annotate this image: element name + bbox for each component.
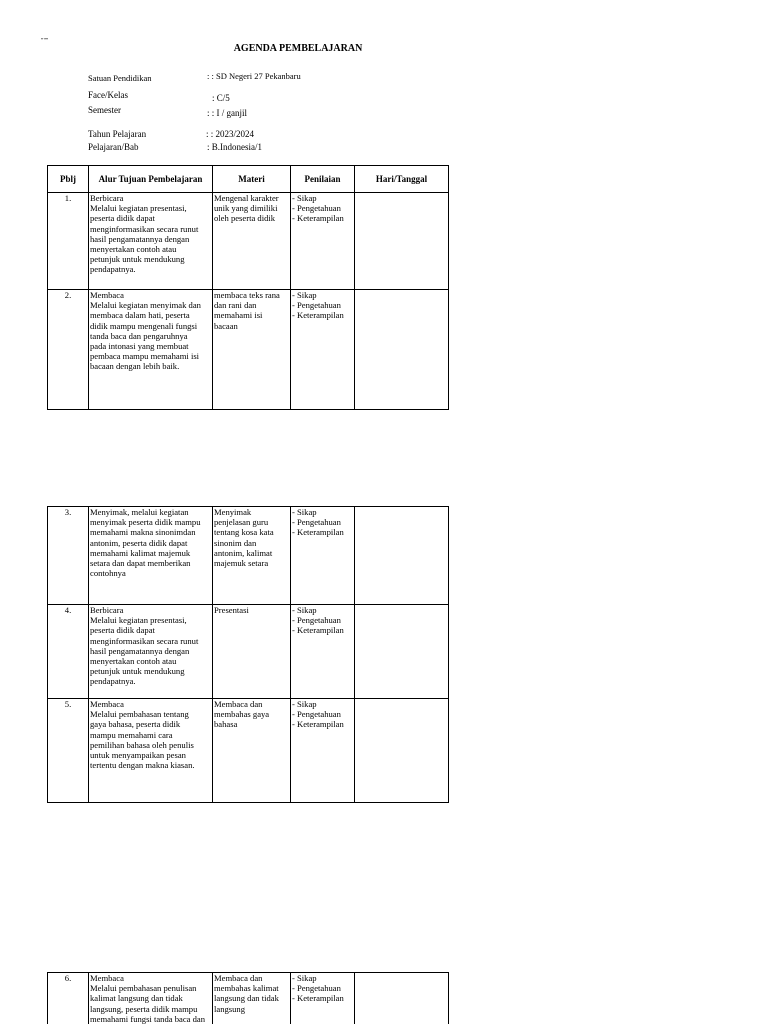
materi-line: Membaca dan (214, 699, 263, 709)
alur-line: Berbicara (90, 193, 124, 203)
alur-line: pembaca mampu memahami isi (90, 351, 200, 362)
alur-cell (89, 290, 213, 410)
meta-value-kelas: : C/5 (212, 93, 230, 103)
table-row (48, 290, 449, 410)
materi-line: penjelasan guru (214, 517, 269, 528)
header-pblj: Pblj (48, 166, 89, 193)
alur-line: memahami makna sinonimdan (90, 527, 196, 538)
meta-label-satuan: Satuan Pendidikan (88, 73, 152, 83)
alur-line: Menyimak, melalui kegiatan (90, 507, 189, 517)
penilaian-line: - Pengetahuan (292, 615, 341, 626)
materi-cell (213, 507, 291, 605)
alur-line: untuk menyampaikan pesan (90, 750, 186, 761)
alur-line: pada intonasi yang membuat (90, 341, 189, 352)
tanggal-cell (355, 605, 449, 699)
penilaian-line: - Pengetahuan (292, 203, 341, 214)
materi-line: tentang kosa kata (214, 527, 274, 538)
corner-mark: """ (41, 38, 49, 44)
alur-line: kalimat langsung dan tidak (90, 993, 183, 1004)
row-number: 5. (48, 699, 89, 803)
materi-line: bacaan (214, 320, 238, 331)
meta-value-semester: : : I / ganjil (207, 108, 247, 118)
alur-line: gaya bahasa, peserta didik (90, 719, 181, 730)
penilaian-line: - Keterampilan (292, 310, 344, 321)
materi-line: langsung (214, 1003, 246, 1014)
penilaian-cell (291, 699, 355, 803)
penilaian-line: - Sikap (292, 699, 317, 709)
alur-line: Membaca (90, 973, 124, 983)
alur-line: mampu memahami cara (90, 729, 173, 740)
tanggal-cell (355, 193, 449, 290)
materi-line: Membaca dan (214, 973, 263, 983)
penilaian-line: - Sikap (292, 193, 317, 203)
materi-line: sinonim dan (214, 537, 257, 548)
penilaian-cell (291, 290, 355, 410)
meta-label-tahun: Tahun Pelajaran (88, 129, 147, 139)
header-penilaian: Penilaian (291, 166, 355, 193)
alur-line: peserta didik dapat (90, 213, 155, 224)
alur-line: hasil pengamatannya dengan (90, 645, 190, 656)
materi-line: dan rani dan (214, 300, 257, 311)
row-number: 2. (48, 290, 89, 410)
materi-cell (213, 973, 291, 1024)
penilaian-line: - Keterampilan (292, 993, 344, 1004)
meta-label-pelajaran: Pelajaran/Bab (88, 142, 139, 152)
penilaian-line: - Pengetahuan (292, 983, 341, 994)
penilaian-line: - Keterampilan (292, 213, 344, 224)
alur-line: memahami kalimat majemuk (90, 547, 191, 558)
page-3-fragment (0, 968, 768, 1024)
alur-line: Melalui kegiatan menyimak dan (90, 300, 201, 311)
alur-line: tertentu dengan makna kiasan. (90, 760, 195, 771)
tanggal-cell (355, 973, 449, 1024)
agenda-table-page-1 (47, 165, 449, 410)
meta-label-semester: Semester (88, 105, 121, 115)
penilaian-line: - Pengetahuan (292, 709, 341, 720)
table-row (48, 699, 449, 803)
alur-line: menginformasikan secara runut (90, 635, 199, 646)
meta-value-tahun: : : 2023/2024 (206, 129, 255, 139)
penilaian-line: - Sikap (292, 290, 317, 300)
agenda-table-page-2 (47, 506, 449, 803)
materi-line: langsung dan tidak (214, 993, 279, 1004)
alur-line: Membaca (90, 699, 124, 709)
materi-line: oleh peserta didik (214, 213, 276, 224)
alur-line: setara dan dapat memberikan (90, 558, 191, 569)
meta-label-kelas: Face/Kelas (88, 90, 128, 100)
alur-line: memahami fungsi tanda baca dan (90, 1013, 206, 1024)
alur-line: antonim, peserta didik dapat (90, 537, 188, 548)
penilaian-line: - Keterampilan (292, 719, 344, 730)
table-row (48, 193, 449, 290)
header-alur: Alur Tujuan Pembelajaran (89, 166, 213, 193)
header-materi: Materi (213, 166, 291, 193)
alur-cell (89, 973, 213, 1024)
materi-line: bahasa (214, 719, 238, 730)
table-row (48, 605, 449, 699)
meta-value-satuan: : : SD Negeri 27 Pekanbaru (207, 71, 301, 81)
alur-line: Berbicara (90, 605, 124, 615)
table-header-row (48, 166, 449, 193)
alur-line: tanda baca dan pengaruhnya (90, 330, 188, 341)
penilaian-cell (291, 507, 355, 605)
materi-line: membaca teks rana (214, 290, 280, 300)
alur-line: contohnya (90, 568, 126, 579)
alur-cell (89, 193, 213, 290)
alur-line: Melalui pembahasan penulisan (90, 983, 197, 994)
alur-line: petunjuk untuk mendukung (90, 254, 185, 265)
materi-line: Mengenal karakter (214, 193, 279, 203)
alur-line: Melalui pembahasan tentang (90, 709, 189, 720)
alur-line: hasil pengamatannya dengan (90, 233, 190, 244)
agenda-table-page-3 (47, 972, 449, 1024)
row-number: 1. (48, 193, 89, 290)
alur-line: didik mampu mengenali fungsi (90, 320, 198, 331)
alur-line: pemilihan bahasa oleh penulis (90, 739, 194, 750)
materi-cell (213, 699, 291, 803)
penilaian-cell (291, 973, 355, 1024)
row-number: 6. (48, 973, 89, 1024)
document-title: AGENDA PEMBELAJARAN (233, 43, 363, 54)
tanggal-cell (355, 507, 449, 605)
alur-cell (89, 699, 213, 803)
alur-cell (89, 507, 213, 605)
materi-cell (213, 290, 291, 410)
alur-line: peserta didik dapat (90, 625, 155, 636)
penilaian-line: - Keterampilan (292, 527, 344, 538)
alur-cell (89, 605, 213, 699)
tanggal-cell (355, 699, 449, 803)
materi-line: Presentasi (214, 605, 249, 615)
alur-line: menyertakan contoh atau (90, 244, 177, 255)
alur-line: pendapatnya. (90, 676, 136, 687)
alur-line: bacaan dengan lebih baik. (90, 361, 180, 372)
penilaian-line: - Sikap (292, 605, 317, 615)
meta-value-pelajaran: : B.Indonesia/1 (207, 142, 262, 152)
row-number: 4. (48, 605, 89, 699)
alur-line: menginformasikan secara runut (90, 223, 199, 234)
row-number: 3. (48, 507, 89, 605)
table-row (48, 507, 449, 605)
alur-line: menyimak peserta didik mampu (90, 517, 201, 528)
alur-line: pendapatnya. (90, 264, 136, 275)
penilaian-line: - Sikap (292, 973, 317, 983)
penilaian-cell (291, 605, 355, 699)
tanggal-cell (355, 290, 449, 410)
alur-line: Melalui kegiatan presentasi, (90, 203, 187, 214)
materi-line: unik yang dimiliki (214, 203, 278, 214)
materi-cell (213, 605, 291, 699)
alur-line: langsung, peserta didik mampu (90, 1003, 198, 1014)
table-row (48, 973, 449, 1024)
materi-line: antonim, kalimat (214, 547, 273, 558)
alur-line: Melalui kegiatan presentasi, (90, 615, 187, 626)
materi-line: membahas gaya (214, 709, 270, 720)
alur-line: Membaca (90, 290, 124, 300)
penilaian-line: - Sikap (292, 507, 317, 517)
penilaian-line: - Keterampilan (292, 625, 344, 636)
header-tanggal: Hari/Tanggal (355, 166, 449, 193)
alur-line: menyertakan contoh atau (90, 656, 177, 667)
materi-line: majemuk setara (214, 558, 269, 569)
penilaian-line: - Pengetahuan (292, 300, 341, 311)
alur-line: petunjuk untuk mendukung (90, 666, 185, 677)
penilaian-line: - Pengetahuan (292, 517, 341, 528)
alur-line: membaca dalam hati, peserta (90, 310, 190, 321)
materi-line: Menyimak (214, 507, 252, 517)
penilaian-cell (291, 193, 355, 290)
materi-line: memahami isi (214, 310, 263, 321)
materi-cell (213, 193, 291, 290)
materi-line: membahas kalimat (214, 983, 279, 994)
